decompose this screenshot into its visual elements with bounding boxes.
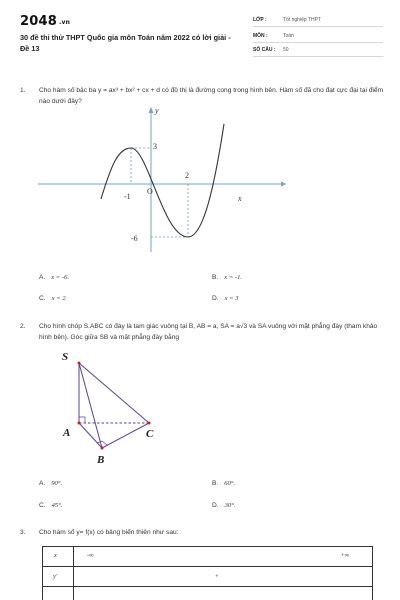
variation-table-row-derivative: [43, 567, 372, 587]
site-logo[interactable]: [20, 14, 70, 29]
cell-neg-infinity: -∞: [87, 552, 94, 559]
question-2-number: 2.: [20, 323, 26, 330]
edge-bc: [102, 423, 149, 448]
question-1-option-b[interactable]: [212, 274, 242, 281]
option-letter: D.: [212, 295, 219, 302]
label-b: B: [97, 454, 105, 466]
question-3-text: Cho hàm số y= f(x) có bảng biến thiên như sau:: [39, 529, 179, 536]
y-axis-arrow-icon: [149, 107, 154, 113]
cell-pos-infinity: +∞: [341, 552, 350, 559]
cubic-curve: [101, 124, 224, 237]
x-axis-label: x: [238, 194, 242, 203]
cell-sign-plus: +: [215, 573, 219, 580]
document-header: [0, 0, 400, 62]
option-value: x = 2: [51, 295, 66, 302]
question-1-text: Cho hàm số bậc ba y = ax³ + bx² + cx + d có đồ thị là đường cong trong hình bên. Hàm số đã cho đạt cực đại tại điểm nào dưới đây?: [39, 87, 384, 105]
logo-text: 2048: [20, 14, 57, 29]
option-value: x = -6.: [51, 274, 70, 281]
option-value: x = -1.: [224, 274, 243, 281]
row-label-x: x: [54, 552, 57, 559]
label-3: 3: [153, 142, 157, 151]
option-value: 90°.: [51, 480, 63, 487]
logo-suffix: .vn: [58, 19, 71, 26]
document-title: 30 đề thi thử THPT Quốc gia môn Toán năm 2022 có lời giải - Đề 13: [20, 33, 231, 53]
option-letter: B.: [212, 274, 219, 281]
question-3-number: 3.: [20, 529, 26, 536]
question-1-option-a[interactable]: [39, 274, 69, 281]
meta-subject-key: MÔN :: [253, 33, 268, 39]
option-letter: A.: [39, 480, 46, 487]
edge-sc: [79, 363, 149, 423]
variation-table: [42, 546, 373, 600]
option-value: 60°.: [224, 480, 236, 487]
option-value: 45°.: [51, 502, 63, 509]
cubic-function-graph: [38, 104, 288, 254]
meta-count-key: SỐ CÂU :: [253, 47, 276, 53]
label-a: A: [63, 427, 71, 439]
option-letter: A.: [39, 274, 46, 281]
vertex-s: [78, 362, 81, 365]
x-axis-arrow-icon: [281, 182, 286, 187]
y-axis-label: y: [155, 106, 159, 115]
option-letter: B.: [212, 480, 219, 487]
label-2: 2: [185, 171, 189, 180]
pyramid-figure: [50, 344, 170, 469]
meta-grade-value: Tốt nghiệp THPT: [283, 17, 321, 23]
question-2-option-a[interactable]: [39, 480, 62, 487]
meta-grade: [253, 15, 383, 27]
label-neg6: -6: [131, 234, 138, 243]
question-2-option-b[interactable]: [212, 480, 235, 487]
question-2-option-c[interactable]: [39, 502, 62, 509]
meta-count-value: 50: [283, 47, 289, 53]
vertex-a: [78, 422, 81, 425]
question-2-text: Cho hình chóp S.ABC có đáy là tam giác vuông tại B, AB = a, SA = a√3 và SA vuông với mặt phẳng đáy (tham khảo hình bên). Góc giữa SB và mặt phẳng đáy bằng: [39, 323, 378, 341]
option-letter: C.: [39, 502, 46, 509]
question-1-option-d[interactable]: [212, 295, 239, 302]
meta-question-count: [253, 45, 383, 57]
option-value: x = 3: [224, 295, 239, 302]
label-c: C: [146, 428, 154, 440]
meta-subject: [253, 31, 383, 43]
option-letter: D.: [212, 502, 219, 509]
vertex-c: [148, 422, 151, 425]
meta-subject-value: Toán: [283, 33, 294, 39]
meta-grade-key: LỚP :: [253, 17, 267, 23]
option-letter: C.: [39, 295, 46, 302]
row-label-derivative: y': [53, 573, 58, 580]
label-neg1: -1: [124, 192, 131, 201]
option-value: 30°.: [224, 502, 236, 509]
vertex-b: [101, 447, 104, 450]
variation-table-divider: [73, 547, 74, 600]
label-s: S: [62, 351, 69, 363]
question-1-option-c[interactable]: [39, 295, 66, 302]
question-2-option-d[interactable]: [212, 502, 235, 509]
question-1-number: 1.: [20, 87, 26, 94]
origin-label: O: [147, 187, 153, 196]
